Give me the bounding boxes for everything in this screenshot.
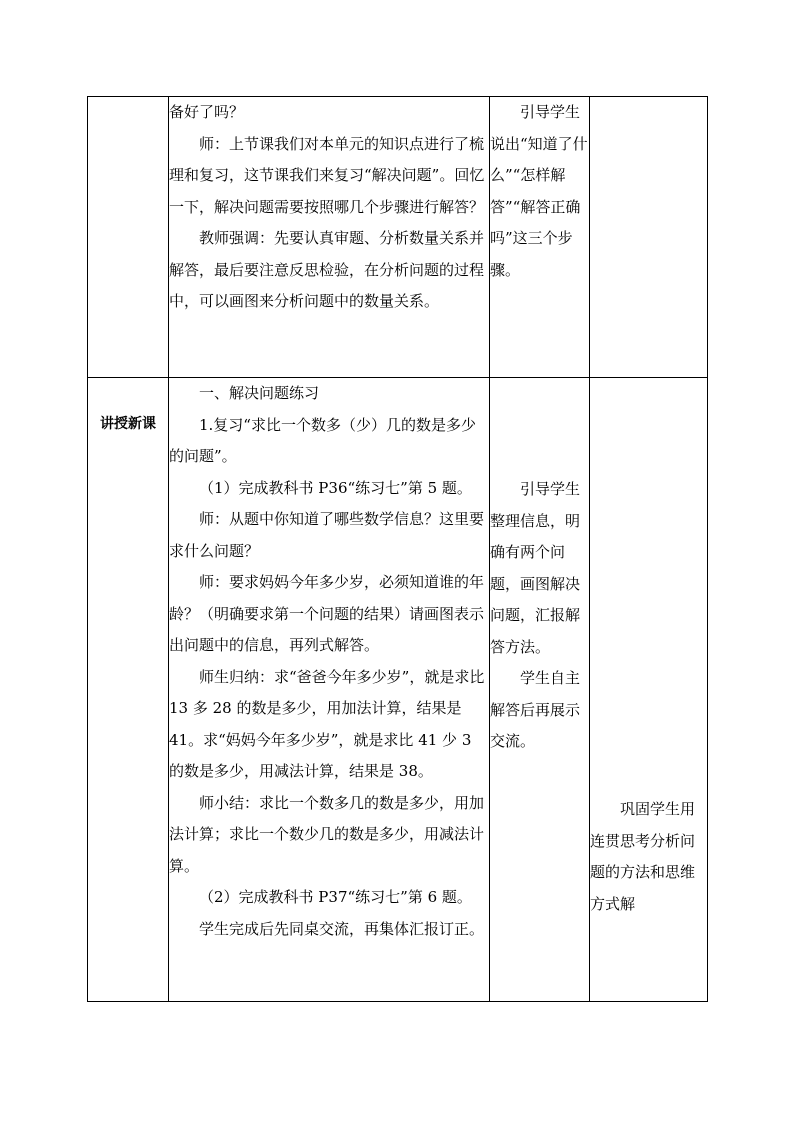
content-paragraph: 一、解决问题练习: [199, 384, 320, 402]
content-paragraph: 备好了吗？: [169, 103, 245, 121]
content-paragraph: （1）完成教科书 P36“练习七”第 5 题。: [199, 478, 472, 497]
spacer: [590, 634, 707, 794]
section-label-cell: [88, 378, 169, 1002]
teaching-content-cell: [169, 97, 490, 378]
lesson-plan-table: [87, 96, 708, 1002]
table-row: [88, 97, 708, 378]
design-intent-cell: [590, 378, 708, 1002]
section-label: 讲授新课: [100, 416, 156, 432]
content-paragraph: （2）完成教科书 P37“练习七”第 6 题。: [199, 888, 472, 906]
activity-paragraph: 引导学生说出“知道了什么”“怎样解答”“解答正确吗”这三个步骤。: [490, 103, 588, 279]
intent-paragraph: 巩固学生用连贯思考分析问题的方法和思维方式解: [590, 800, 696, 913]
activity-paragraph: 学生自主解答后再展示交流。: [490, 669, 581, 750]
teaching-content-cell: [169, 378, 490, 1002]
section-label: [88, 97, 168, 132]
content-paragraph: 教师强调：先要认真审题、分析数量关系并解答，最后要注意反思检验，在分析问题的过程中，可以画图来分析问题中的数量关系。: [169, 229, 485, 310]
spacer: [490, 378, 589, 474]
content-paragraph: 师：要求妈妈今年多少岁，必须知道谁的年龄？（明确要求第一个问题的结果）请画图表示出问题中的信息，再列式解答。: [169, 573, 485, 654]
activity-paragraph: 引导学生整理信息，明确有两个问题，画图解决问题，汇报解答方法。: [490, 480, 581, 656]
spacer: [590, 474, 707, 634]
student-activity-cell: [490, 97, 590, 378]
design-intent-cell: [590, 97, 708, 378]
student-activity-cell: [490, 378, 590, 1002]
content-paragraph: 1.复习“求比一个数多（少）几的数是多少的问题”。: [169, 415, 476, 465]
section-label-cell: [88, 97, 169, 378]
content-paragraph: 师：上节课我们对本单元的知识点进行了梳理和复习，这节课我们来复习“解决问题”。回忆一下，解决问题需要按照哪几个步骤进行解答？: [169, 134, 485, 216]
table-row: [88, 378, 708, 1002]
content-paragraph: 师：从题中你知道了哪些数学信息？这里要求什么问题？: [169, 510, 485, 560]
spacer: [590, 378, 707, 474]
content-paragraph: 师生归纳：求“爸爸今年多少岁”，就是求比 13 多 28 的数是多少，用加法计算，结果是 41。求“妈妈今年多少岁”，就是求比 41 少 3 的数是多少，用减法计算，结果是 38。: [169, 667, 485, 780]
content-paragraph: 学生完成后先同桌交流，再集体汇报订正。: [199, 919, 485, 938]
content-paragraph: 师小结：求比一个数多几的数是多少，用加法计算；求比一个数少几的数是多少，用减法计算。: [169, 793, 485, 875]
